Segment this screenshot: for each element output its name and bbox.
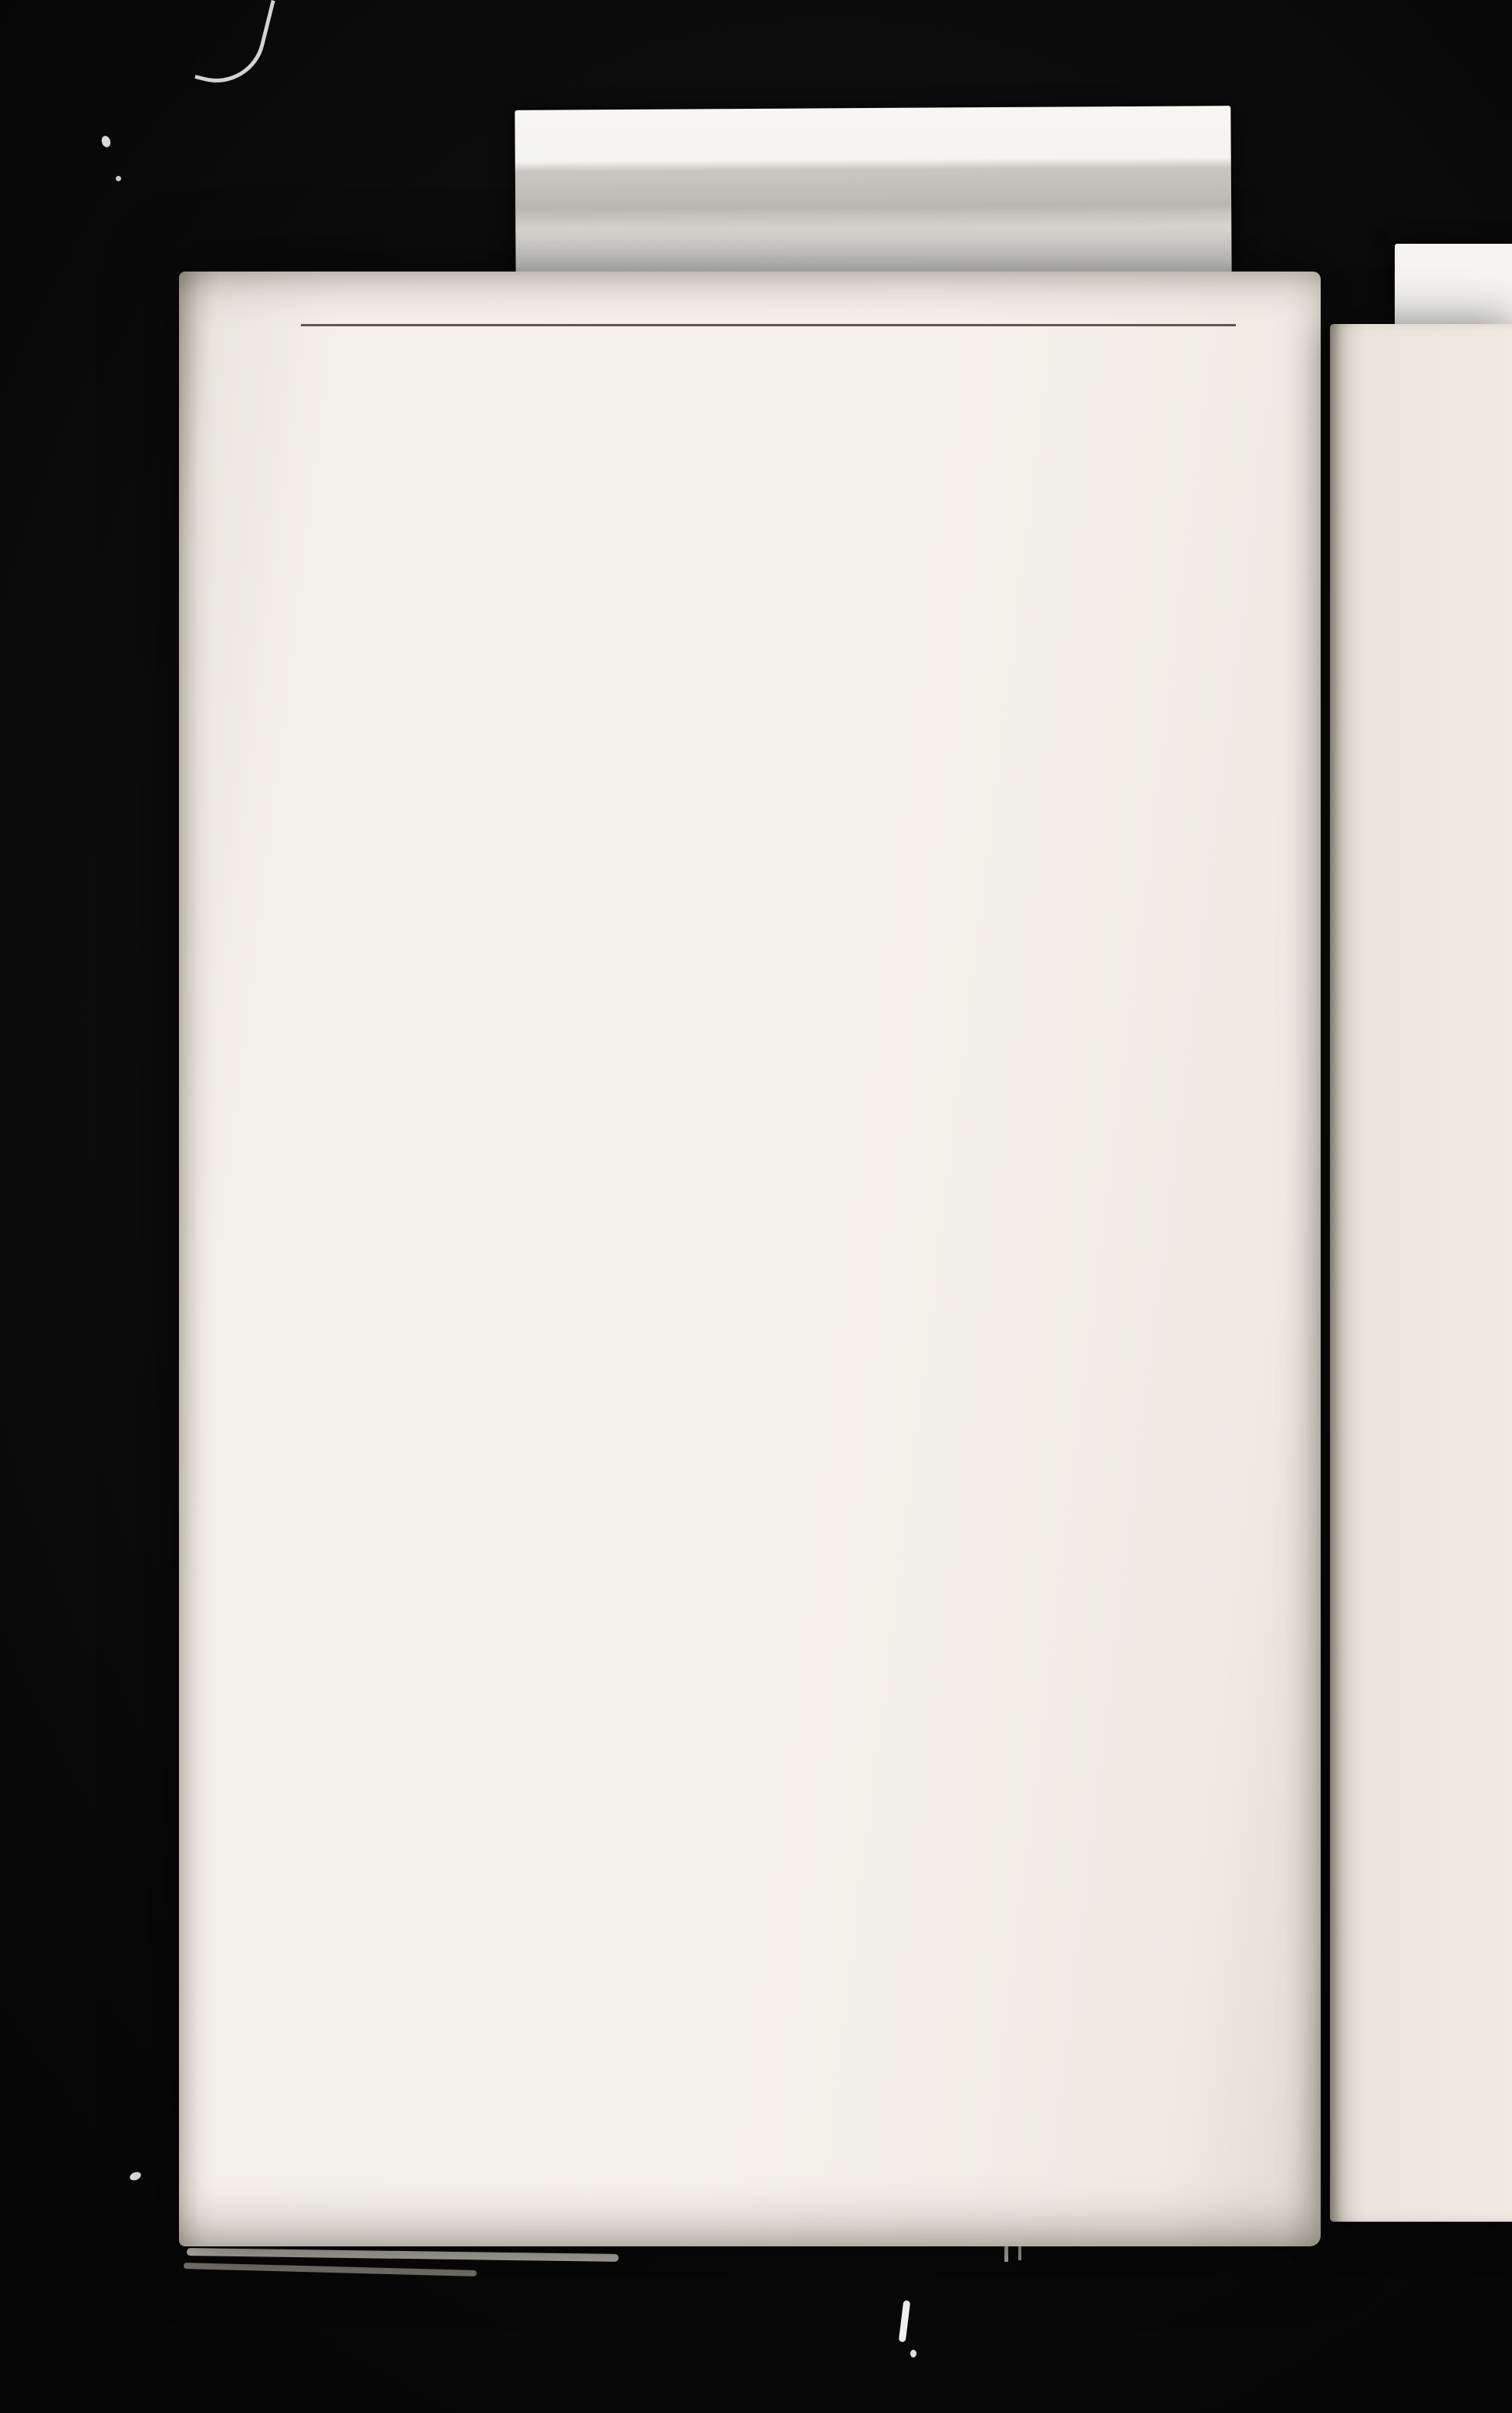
scan-artifact-dot (116, 176, 121, 181)
left-page (179, 272, 1321, 2246)
almanac-title (301, 309, 1236, 313)
right-page-text (1330, 324, 1512, 398)
header-rule (301, 324, 1236, 326)
right-page-edge (1330, 324, 1512, 2222)
page-content (179, 272, 1321, 355)
scan-artifact-dot (910, 2350, 916, 2357)
page-stack-edge (184, 2263, 477, 2276)
loose-paper-fragment (515, 106, 1231, 282)
scan-artifact-squiggle (194, 0, 275, 93)
scan-artifact-squiggle (899, 2300, 911, 2343)
page-header (301, 309, 1236, 355)
page-stack-edge (187, 2248, 619, 2262)
right-page-corner (1395, 244, 1512, 330)
scan-artifact-speck (129, 2171, 143, 2182)
scan-artifact-dot (100, 135, 112, 149)
